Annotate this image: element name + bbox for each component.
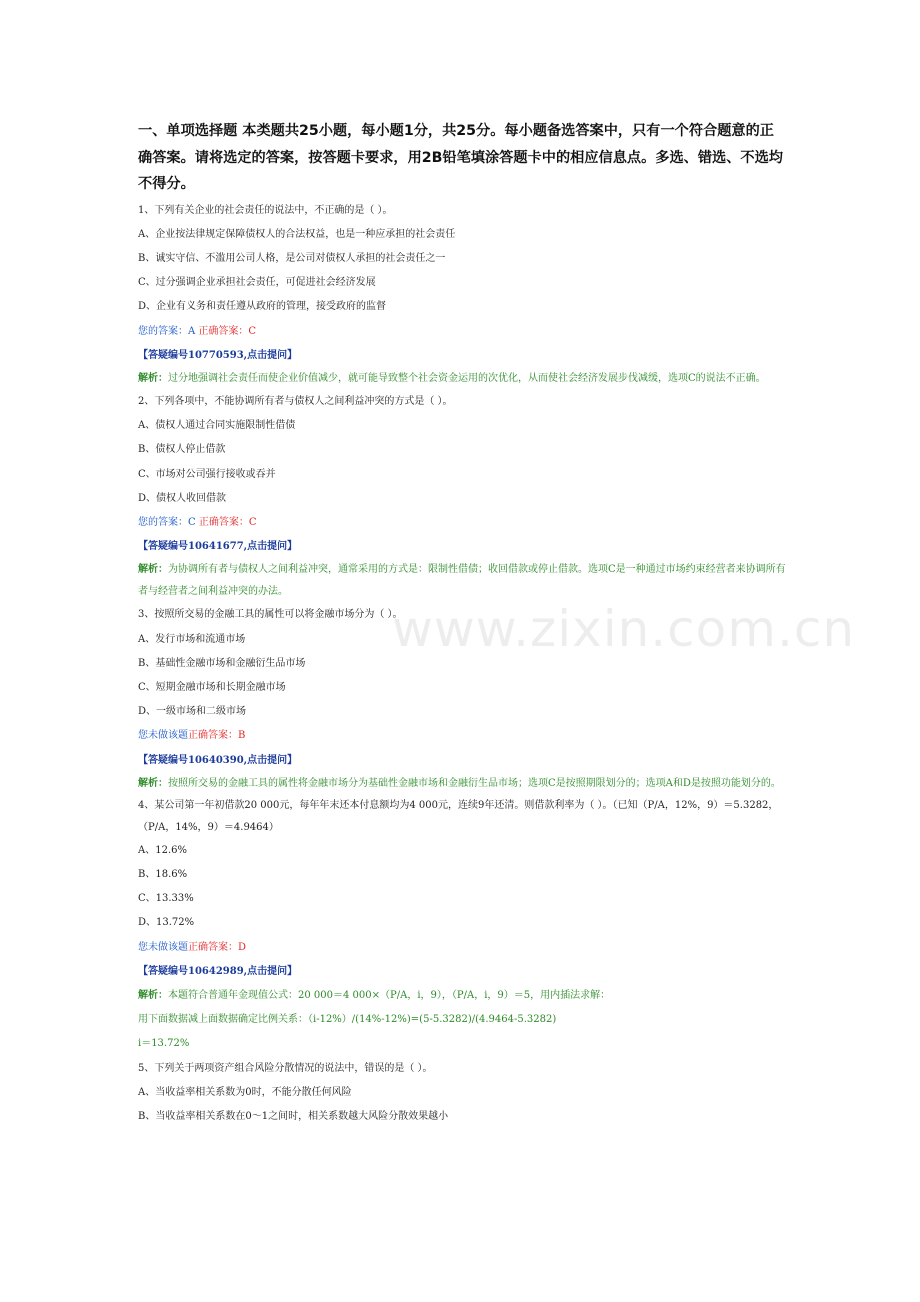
answer-row: [138, 511, 788, 535]
analysis-label: 解析：: [138, 564, 168, 576]
question-stem: 5、下列关于两项资产组合风险分散情况的说法中，错误的是（ ）。: [138, 1062, 433, 1074]
answer-row: [138, 936, 788, 960]
option-d: D、13.72%: [138, 917, 195, 929]
your-answer: 您未做该题: [138, 941, 188, 953]
question-ref-link[interactable]: 【答疑编号10640390,点击提问】: [138, 754, 298, 766]
analysis: [138, 368, 788, 390]
question-3: [138, 603, 788, 794]
analysis-text: 为协调所有者与债权人之间利益冲突，通常采用的方式是：限制性借债；收回借款或停止借款。选项C是一种通过市场约束经营者来协调所有者与经营者之间利益冲突的办法。: [138, 564, 786, 598]
option-c: C、市场对公司强行接收或吞并: [138, 468, 276, 480]
watermark: www.zixin.com.cn: [392, 600, 856, 658]
analysis-label: 解析：: [138, 777, 168, 789]
analysis-text: 过分地强调社会责任而使企业价值减少，就可能导致整个社会资金运用的次优化，从而使社会经济发展步伐减缓，选项C的说法不正确。: [168, 372, 766, 384]
analysis: [138, 773, 788, 795]
correct-answer: 正确答案：B: [188, 730, 246, 742]
option-d: D、债权人收回借款: [138, 492, 227, 504]
question-stem: 3、按照所交易的金融工具的属性可以将金融市场分为（ ）。: [138, 609, 403, 621]
option-d: D、企业有义务和责任遵从政府的管理，接受政府的监督: [138, 301, 387, 313]
question-4: [138, 795, 788, 1057]
option-a: A、债权人通过合同实施限制性借债: [138, 420, 296, 432]
your-answer: 您的答案：C: [138, 516, 196, 528]
your-answer: 您的答案：A: [138, 325, 196, 337]
question-1: [138, 199, 788, 390]
analysis-line-2: 用下面数据减上面数据确定比例关系：（i-12%）/(14%-12%)=(5-5.3282)/(4.9464-5.3282): [138, 1014, 557, 1026]
option-d: D、一级市场和二级市场: [138, 706, 247, 718]
option-b: B、债权人停止借款: [138, 444, 226, 456]
question-stem: 2、下列各项中，不能协调所有者与债权人之间利益冲突的方式是（ ）。: [138, 395, 453, 407]
option-a: A、当收益率相关系数为0时，不能分散任何风险: [138, 1086, 352, 1098]
question-5: [138, 1057, 788, 1130]
correct-answer: 正确答案：C: [198, 325, 257, 337]
option-c: C、过分强调企业承担社会责任，可促进社会经济发展: [138, 277, 376, 289]
option-b: B、当收益率相关系数在0～1之间时，相关系数越大风险分散效果越小: [138, 1111, 449, 1122]
correct-answer: 正确答案：D: [188, 941, 247, 953]
question-2: [138, 390, 788, 603]
option-a: A、发行市场和流通市场: [138, 633, 246, 645]
option-c: C、短期金融市场和长期金融市场: [138, 681, 286, 693]
question-ref-link[interactable]: 【答疑编号10641677,点击提问】: [138, 541, 298, 553]
analysis-text: 按照所交易的金融工具的属性将金融市场分为基础性金融市场和金融衍生品市场；选项C是按照期限划分的；选项A和D是按照功能划分的。: [168, 777, 781, 789]
section-heading: 一、单项选择题 本类题共25小题，每小题1分，共25分。每小题备选答案中，只有一个符合题意的正确答案。请将选定的答案，按答题卡要求，用2B铅笔填涂答题卡中的相应信息点。多选、错选、不选均不得分。: [138, 123, 783, 192]
answer-row: [138, 724, 788, 748]
answer-row: [138, 320, 788, 344]
option-a: A、12.6%: [138, 844, 187, 856]
question-ref-link[interactable]: 【答疑编号10770593,点击提问】: [138, 349, 298, 361]
option-a: A、企业按法律规定保障债权人的合法权益，也是一种应承担的社会责任: [138, 228, 456, 240]
correct-answer: 正确答案：C: [198, 516, 257, 528]
analysis-label: 解析：: [138, 989, 168, 1001]
option-c: C、13.33%: [138, 893, 194, 905]
your-answer: 您未做该题: [138, 730, 188, 742]
analysis: [138, 984, 788, 1008]
question-ref-link[interactable]: 【答疑编号10642989,点击提问】: [138, 965, 298, 977]
document-body: [138, 118, 788, 1129]
analysis-line-3: i＝13.72%: [138, 1038, 190, 1050]
option-b: B、诚实守信、不滥用公司人格，是公司对债权人承担的社会责任之一: [138, 252, 446, 264]
option-b: B、基础性金融市场和金融衍生品市场: [138, 657, 306, 669]
analysis-text: 本题符合普通年金现值公式：20 000＝4 000×（P/A，i，9），（P/A，i，9）＝5，用内插法求解：: [168, 989, 611, 1001]
question-stem: 4、某公司第一年初借款20 000元，每年年末还本付息额均为4 000元，连续9年还清。则借款利率为（ ）。（已知（P/A，12%，9）＝5.3282，（P/A，14%，9）＝4.9464）: [138, 799, 779, 833]
analysis: [138, 559, 788, 603]
option-b: B、18.6%: [138, 868, 188, 880]
analysis-label: 解析：: [138, 372, 168, 384]
question-stem: 1、下列有关企业的社会责任的说法中，不正确的是（ ）。: [138, 204, 393, 216]
